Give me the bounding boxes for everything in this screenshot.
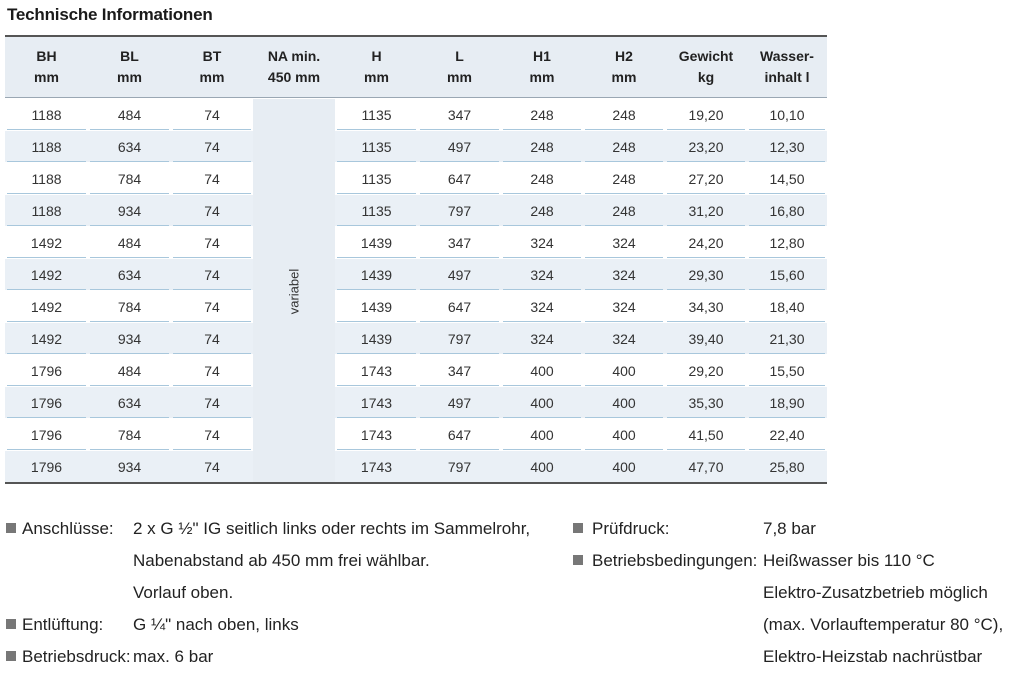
note-item	[573, 513, 1003, 545]
note-label: Betriebsbedingungen:	[592, 551, 758, 570]
table-cell: 497	[418, 130, 501, 162]
table-cell: 1492	[5, 226, 88, 258]
table-cell: 15,50	[747, 354, 827, 386]
table-cell: 797	[418, 194, 501, 226]
table-cell: 484	[88, 354, 171, 386]
table-cell: 634	[88, 130, 171, 162]
table-cell: 797	[418, 322, 501, 354]
table-cell: 248	[501, 162, 583, 194]
table-cell: 74	[171, 386, 253, 418]
table-cell: 400	[583, 386, 665, 418]
bullet-square-icon	[6, 619, 16, 629]
table-row	[5, 418, 827, 450]
note-value-continued: Elektro-Zusatzbetrieb möglich	[763, 583, 988, 602]
table-cell: 400	[583, 450, 665, 482]
table-cell: 1743	[335, 418, 418, 450]
table-cell: 19,20	[665, 98, 747, 130]
header-h2: H2 mm	[583, 37, 665, 98]
table-cell: 12,30	[747, 130, 827, 162]
table-cell: 39,40	[665, 322, 747, 354]
table-cell: 1439	[335, 322, 418, 354]
table-cell: 248	[583, 130, 665, 162]
table-cell: 1492	[5, 290, 88, 322]
table-cell: 27,20	[665, 162, 747, 194]
table-cell: 74	[171, 258, 253, 290]
table-cell: 248	[583, 98, 665, 130]
table-cell: 934	[88, 450, 171, 482]
table-cell: 784	[88, 290, 171, 322]
table-cell: 1135	[335, 98, 418, 130]
note-value: max. 6 bar	[133, 647, 214, 666]
table-cell: 248	[501, 194, 583, 226]
note-item	[6, 609, 430, 641]
table-cell: 74	[171, 354, 253, 386]
table-row	[5, 194, 827, 226]
table-cell: 35,30	[665, 386, 747, 418]
table-cell: 1188	[5, 130, 88, 162]
header-gewicht: Gewicht kg	[665, 37, 747, 98]
header-bl: BL mm	[88, 37, 171, 98]
header-wasserinhalt: Wasser- inhalt l	[747, 37, 827, 98]
table-cell: 74	[171, 450, 253, 482]
table-cell: 29,30	[665, 258, 747, 290]
table-cell: 347	[418, 98, 501, 130]
table-row	[5, 98, 827, 130]
table-cell: 647	[418, 162, 501, 194]
header-h1: H1 mm	[501, 37, 583, 98]
table-cell: 934	[88, 322, 171, 354]
table-row	[5, 162, 827, 194]
table-body	[5, 98, 827, 482]
table-cell: 400	[501, 418, 583, 450]
table-cell: 324	[583, 226, 665, 258]
table-cell: 1135	[335, 130, 418, 162]
table-cell: 400	[583, 354, 665, 386]
note-item	[6, 641, 430, 673]
table-cell: 21,30	[747, 322, 827, 354]
note-label: Prüfdruck:	[592, 519, 670, 538]
na-value: variabel	[286, 268, 302, 314]
bullet-square-icon	[6, 651, 16, 661]
header-l: L mm	[418, 37, 501, 98]
table-cell: 248	[501, 130, 583, 162]
note-value-continued: (max. Vorlauftemperatur 80 °C),	[763, 615, 1004, 634]
table-cell: 1439	[335, 290, 418, 322]
table-cell: 1743	[335, 354, 418, 386]
table-cell: 797	[418, 450, 501, 482]
table-cell: 1743	[335, 386, 418, 418]
table-cell: 1135	[335, 162, 418, 194]
table-cell: 18,40	[747, 290, 827, 322]
table-cell: 324	[501, 226, 583, 258]
table-cell: 1188	[5, 98, 88, 130]
table-cell: 1188	[5, 162, 88, 194]
table-cell: 497	[418, 258, 501, 290]
header-na: NA min. 450 mm	[253, 37, 335, 98]
table-cell: 324	[583, 322, 665, 354]
table-cell: 74	[171, 194, 253, 226]
table-cell: 1188	[5, 194, 88, 226]
note-item	[573, 545, 1003, 577]
table-cell: 324	[501, 322, 583, 354]
table-cell: 248	[501, 98, 583, 130]
table-cell: 1135	[335, 194, 418, 226]
table-header-row	[5, 37, 827, 98]
table-cell: 74	[171, 226, 253, 258]
table-cell: 784	[88, 162, 171, 194]
note-label: Betriebsdruck:	[22, 647, 131, 666]
table-cell: 25,80	[747, 450, 827, 482]
table-cell: 23,20	[665, 130, 747, 162]
table-cell: 12,80	[747, 226, 827, 258]
table-row	[5, 130, 827, 162]
header-bh: BH mm	[5, 37, 88, 98]
table-cell: 324	[583, 290, 665, 322]
table-cell: 14,50	[747, 162, 827, 194]
table-cell: 10,10	[747, 98, 827, 130]
table-cell: 74	[171, 162, 253, 194]
bullet-square-icon	[573, 555, 583, 565]
table-row	[5, 258, 827, 290]
table-cell: 484	[88, 98, 171, 130]
notes-left	[6, 513, 531, 673]
table-row	[5, 290, 827, 322]
table-cell: 634	[88, 258, 171, 290]
table-cell: 74	[171, 130, 253, 162]
table-cell: 1492	[5, 322, 88, 354]
table-row	[5, 226, 827, 258]
table-cell: 31,20	[665, 194, 747, 226]
table-cell: 324	[583, 258, 665, 290]
table-cell: 400	[583, 418, 665, 450]
note-label: Anschlüsse:	[22, 519, 114, 538]
note-item	[6, 513, 531, 545]
table-cell: 74	[171, 418, 253, 450]
table-cell: 41,50	[665, 418, 747, 450]
table-cell: 934	[88, 194, 171, 226]
bullet-square-icon	[6, 523, 16, 533]
table-cell: 784	[88, 418, 171, 450]
table-cell: 15,60	[747, 258, 827, 290]
table-cell: 1796	[5, 418, 88, 450]
table-cell: 400	[501, 450, 583, 482]
note-value: G ¼" nach oben, links	[133, 615, 299, 634]
header-bt: BT mm	[171, 37, 253, 98]
note-value-continued: Vorlauf oben.	[133, 583, 234, 602]
na-cell	[253, 98, 335, 482]
table-cell: 497	[418, 386, 501, 418]
table-cell: 248	[583, 194, 665, 226]
table-cell: 400	[501, 386, 583, 418]
table-cell: 634	[88, 386, 171, 418]
note-value: Heißwasser bis 110 °C	[763, 551, 935, 570]
note-label: Entlüftung:	[22, 615, 104, 634]
table-cell: 1796	[5, 386, 88, 418]
bullet-square-icon	[573, 523, 583, 533]
table-cell: 1743	[335, 450, 418, 482]
table-row	[5, 450, 827, 482]
table-cell: 16,80	[747, 194, 827, 226]
technical-info-table	[5, 35, 827, 484]
table-cell: 324	[501, 258, 583, 290]
table-cell: 647	[418, 290, 501, 322]
table-cell: 74	[171, 322, 253, 354]
note-value-continued: Nabenabstand ab 450 mm frei wählbar.	[133, 551, 430, 570]
table-cell: 324	[501, 290, 583, 322]
table-cell: 347	[418, 226, 501, 258]
table-cell: 1439	[335, 226, 418, 258]
table-cell: 1439	[335, 258, 418, 290]
section-title: Technische Informationen	[7, 5, 213, 24]
table-cell: 248	[583, 162, 665, 194]
table-cell: 1796	[5, 450, 88, 482]
table-cell: 29,20	[665, 354, 747, 386]
table-cell: 74	[171, 98, 253, 130]
table-cell: 1492	[5, 258, 88, 290]
table-cell: 400	[501, 354, 583, 386]
table-cell: 1796	[5, 354, 88, 386]
note-value: 7,8 bar	[763, 519, 816, 538]
note-value-continued: Elektro-Heizstab nachrüstbar	[763, 647, 983, 666]
header-h: H mm	[335, 37, 418, 98]
table-row	[5, 322, 827, 354]
table-cell: 347	[418, 354, 501, 386]
table-cell: 74	[171, 290, 253, 322]
notes-right	[573, 513, 1003, 673]
table-cell: 22,40	[747, 418, 827, 450]
table-cell: 34,30	[665, 290, 747, 322]
table-row	[5, 354, 827, 386]
table-row	[5, 386, 827, 418]
table-cell: 647	[418, 418, 501, 450]
table-cell: 18,90	[747, 386, 827, 418]
note-value: 2 x G ½" IG seitlich links oder rechts im Sammelrohr,	[133, 519, 531, 538]
table-cell: 24,20	[665, 226, 747, 258]
table-cell: 47,70	[665, 450, 747, 482]
table-cell: 484	[88, 226, 171, 258]
